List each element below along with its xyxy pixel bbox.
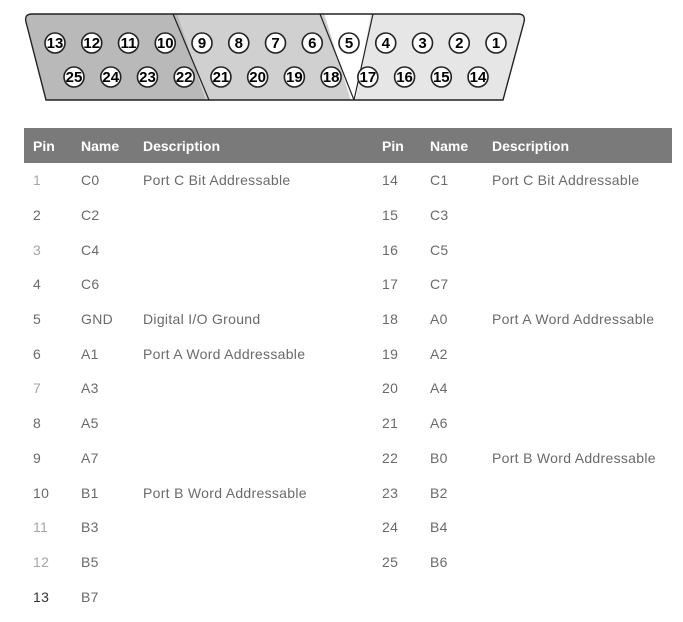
table-row [24, 579, 672, 614]
pin-name-left: C0 [81, 172, 100, 189]
pin-description-right: Port B Word Addressable [492, 449, 656, 466]
header-description-right: Description [483, 128, 672, 163]
table-row [24, 232, 672, 267]
pin-number-left: 6 [33, 345, 42, 362]
pin-number-right: 18 [382, 311, 399, 328]
pin-name-left: B1 [81, 484, 99, 501]
connector-pin-label: 13 [46, 35, 64, 52]
connector-pin-13 [45, 33, 65, 53]
pin-number-right: 24 [382, 519, 399, 536]
connector-pin-15 [431, 67, 451, 87]
connector-pin-11 [119, 33, 139, 53]
connector-pin-7 [266, 33, 286, 53]
pin-name-left: C4 [81, 241, 100, 258]
pin-number-right: 16 [382, 241, 399, 258]
connector-pin-label: 7 [271, 35, 280, 52]
connector-pin-19 [284, 67, 304, 87]
connector-pin-label: 5 [344, 35, 354, 52]
pin-number-right: 22 [382, 449, 399, 466]
pin-number-right: 14 [382, 172, 399, 189]
pin-number-left: 3 [33, 241, 42, 258]
connector-pin-22 [174, 67, 194, 87]
pin-description-right [483, 198, 672, 233]
pin-description-left [134, 371, 373, 406]
pin-name-left: A7 [81, 449, 99, 466]
table-row [24, 545, 672, 580]
pin-description-left [134, 406, 373, 441]
connector-pin-label: 16 [396, 69, 413, 86]
connector-pin-23 [137, 67, 157, 87]
pin-description-right [483, 267, 672, 302]
pin-number-left: 11 [33, 519, 49, 536]
pin-description-right [483, 510, 672, 545]
pin-description-right [483, 579, 672, 614]
header-name-left: Name [72, 128, 134, 163]
pin-description-left [134, 267, 373, 302]
connector-pin-10 [155, 33, 175, 53]
connector-pin-5 [339, 33, 359, 53]
connector-pin-18 [321, 67, 341, 87]
connector-pin-21 [211, 67, 231, 87]
pin-number-left: 1 [33, 172, 42, 189]
pin-number-left: 9 [33, 449, 42, 466]
pin-description-right: Port A Word Addressable [492, 311, 655, 328]
connector-pin-17 [358, 67, 378, 87]
connector-pin-16 [395, 67, 415, 87]
connector-pin-label: 4 [381, 35, 390, 52]
pinout-table-body [24, 163, 672, 614]
pin-name-left: B3 [81, 519, 99, 536]
pin-name-right: B4 [430, 519, 448, 536]
pin-name-left: A3 [81, 380, 99, 397]
pinout-table [24, 128, 672, 614]
connector-pin-label: 1 [491, 35, 501, 52]
connector-pin-label: 19 [286, 69, 303, 86]
pin-number-left: 8 [33, 415, 42, 432]
connector-pin-label: 12 [83, 35, 101, 52]
connector-pin-label: 15 [432, 69, 450, 86]
pin-description-left: Port B Word Addressable [143, 484, 307, 501]
pin-name-right: A6 [430, 415, 448, 432]
pin-number-right: 23 [382, 484, 399, 501]
connector-region-light [354, 0, 683, 110]
table-row [24, 406, 672, 441]
header-description-left: Description [134, 128, 373, 163]
table-row [24, 198, 672, 233]
pin-number-left: 2 [33, 207, 42, 224]
pin-description-right [483, 545, 672, 580]
pin-number-left: 4 [33, 276, 42, 293]
pin-description-right [483, 475, 672, 510]
connector-pin-label: 25 [65, 69, 83, 86]
pin-number-left: 10 [33, 484, 50, 501]
connector-pin-label: 24 [102, 69, 120, 86]
pin-name-right: C5 [430, 241, 449, 258]
pin-description-left: Port C Bit Addressable [143, 172, 291, 189]
connector-pin-20 [248, 67, 268, 87]
pin-name-right: A0 [430, 311, 448, 328]
table-row [24, 510, 672, 545]
connector-pin-label: 11 [120, 35, 137, 52]
pin-description-left [134, 198, 373, 233]
connector-pin-label: 23 [139, 69, 156, 86]
pin-description-left [134, 545, 373, 580]
pin-description-left [134, 510, 373, 545]
pin-name-right: B6 [430, 553, 448, 570]
table-header-row [24, 128, 672, 163]
connector-pin-label: 22 [175, 69, 193, 86]
connector-pin-label: 20 [249, 69, 266, 86]
connector-pin-2 [449, 33, 469, 53]
pin-number-right: 21 [382, 415, 399, 432]
pin-name-right: C7 [430, 276, 449, 293]
pin-description-left: Port A Word Addressable [143, 345, 306, 362]
connector-pin-label: 10 [156, 35, 174, 52]
pin-number-right: 15 [382, 207, 399, 224]
pin-description-right [483, 232, 672, 267]
pin-name-right: A4 [430, 380, 448, 397]
pin-name-right: C3 [430, 207, 449, 224]
pin-description-right [483, 371, 672, 406]
table-row [24, 302, 672, 337]
header-pin-left: Pin [24, 128, 72, 163]
connector-pin-label: 9 [197, 35, 207, 52]
header-pin-right: Pin [373, 128, 421, 163]
connector-pin-label: 17 [359, 69, 377, 86]
pin-description-left [134, 579, 373, 614]
pin-description-right [483, 406, 672, 441]
pin-name-left: A1 [81, 345, 99, 362]
pin-number-right: 19 [382, 345, 399, 362]
connector-pin-3 [413, 33, 433, 53]
connector-pin-8 [229, 33, 249, 53]
pin-name-left: C6 [81, 276, 100, 293]
table-row [24, 336, 672, 371]
pin-name-left: GND [81, 311, 114, 328]
pin-description-left [134, 441, 373, 476]
connector-pin-label: 8 [234, 35, 243, 52]
pin-name-right: B0 [430, 449, 448, 466]
pin-name-right: A2 [430, 345, 448, 362]
header-name-right: Name [421, 128, 483, 163]
connector-pin-12 [82, 33, 102, 53]
pin-number-right: 17 [382, 276, 399, 293]
db25-connector-diagram [0, 0, 683, 110]
connector-pin-label: 21 [212, 69, 230, 86]
pin-name-left: B5 [81, 553, 99, 570]
connector-pin-9 [192, 33, 212, 53]
connector-pin-4 [376, 33, 396, 53]
pin-name-left: B7 [81, 588, 99, 605]
connector-pin-label: 3 [418, 35, 427, 52]
pin-number-left: 12 [33, 553, 50, 570]
pin-number-left: 7 [33, 380, 42, 397]
pin-description-left: Digital I/O Ground [143, 311, 261, 328]
pin-description-right: Port C Bit Addressable [492, 172, 640, 189]
table-row [24, 163, 672, 198]
pin-name-right: C1 [430, 172, 449, 189]
pin-name-left: C2 [81, 207, 100, 224]
connector-pin-14 [468, 67, 488, 87]
pin-number-right: 20 [382, 380, 399, 397]
table-row [24, 475, 672, 510]
connector-pin-25 [64, 67, 84, 87]
pin-description-left [134, 232, 373, 267]
pin-number-right [373, 579, 421, 614]
pin-description-right [483, 336, 672, 371]
table-row [24, 441, 672, 476]
connector-pin-1 [486, 33, 506, 53]
connector-pin-6 [302, 33, 322, 53]
connector-shell-regions [0, 0, 683, 110]
pin-name-right [421, 579, 483, 614]
connector-pin-label: 14 [469, 69, 487, 86]
connector-region-dark [0, 0, 209, 110]
pin-number-right: 25 [382, 553, 399, 570]
table-row [24, 371, 672, 406]
connector-pin-label: 18 [322, 69, 340, 86]
connector-pin-label: 6 [308, 35, 317, 52]
table-row [24, 267, 672, 302]
pin-name-right: B2 [430, 484, 448, 501]
connector-pin-label: 2 [455, 35, 464, 52]
pin-number-left: 5 [33, 311, 42, 328]
pin-name-left: A5 [81, 415, 99, 432]
connector-pin-24 [101, 67, 121, 87]
pin-number-left: 13 [33, 588, 50, 605]
